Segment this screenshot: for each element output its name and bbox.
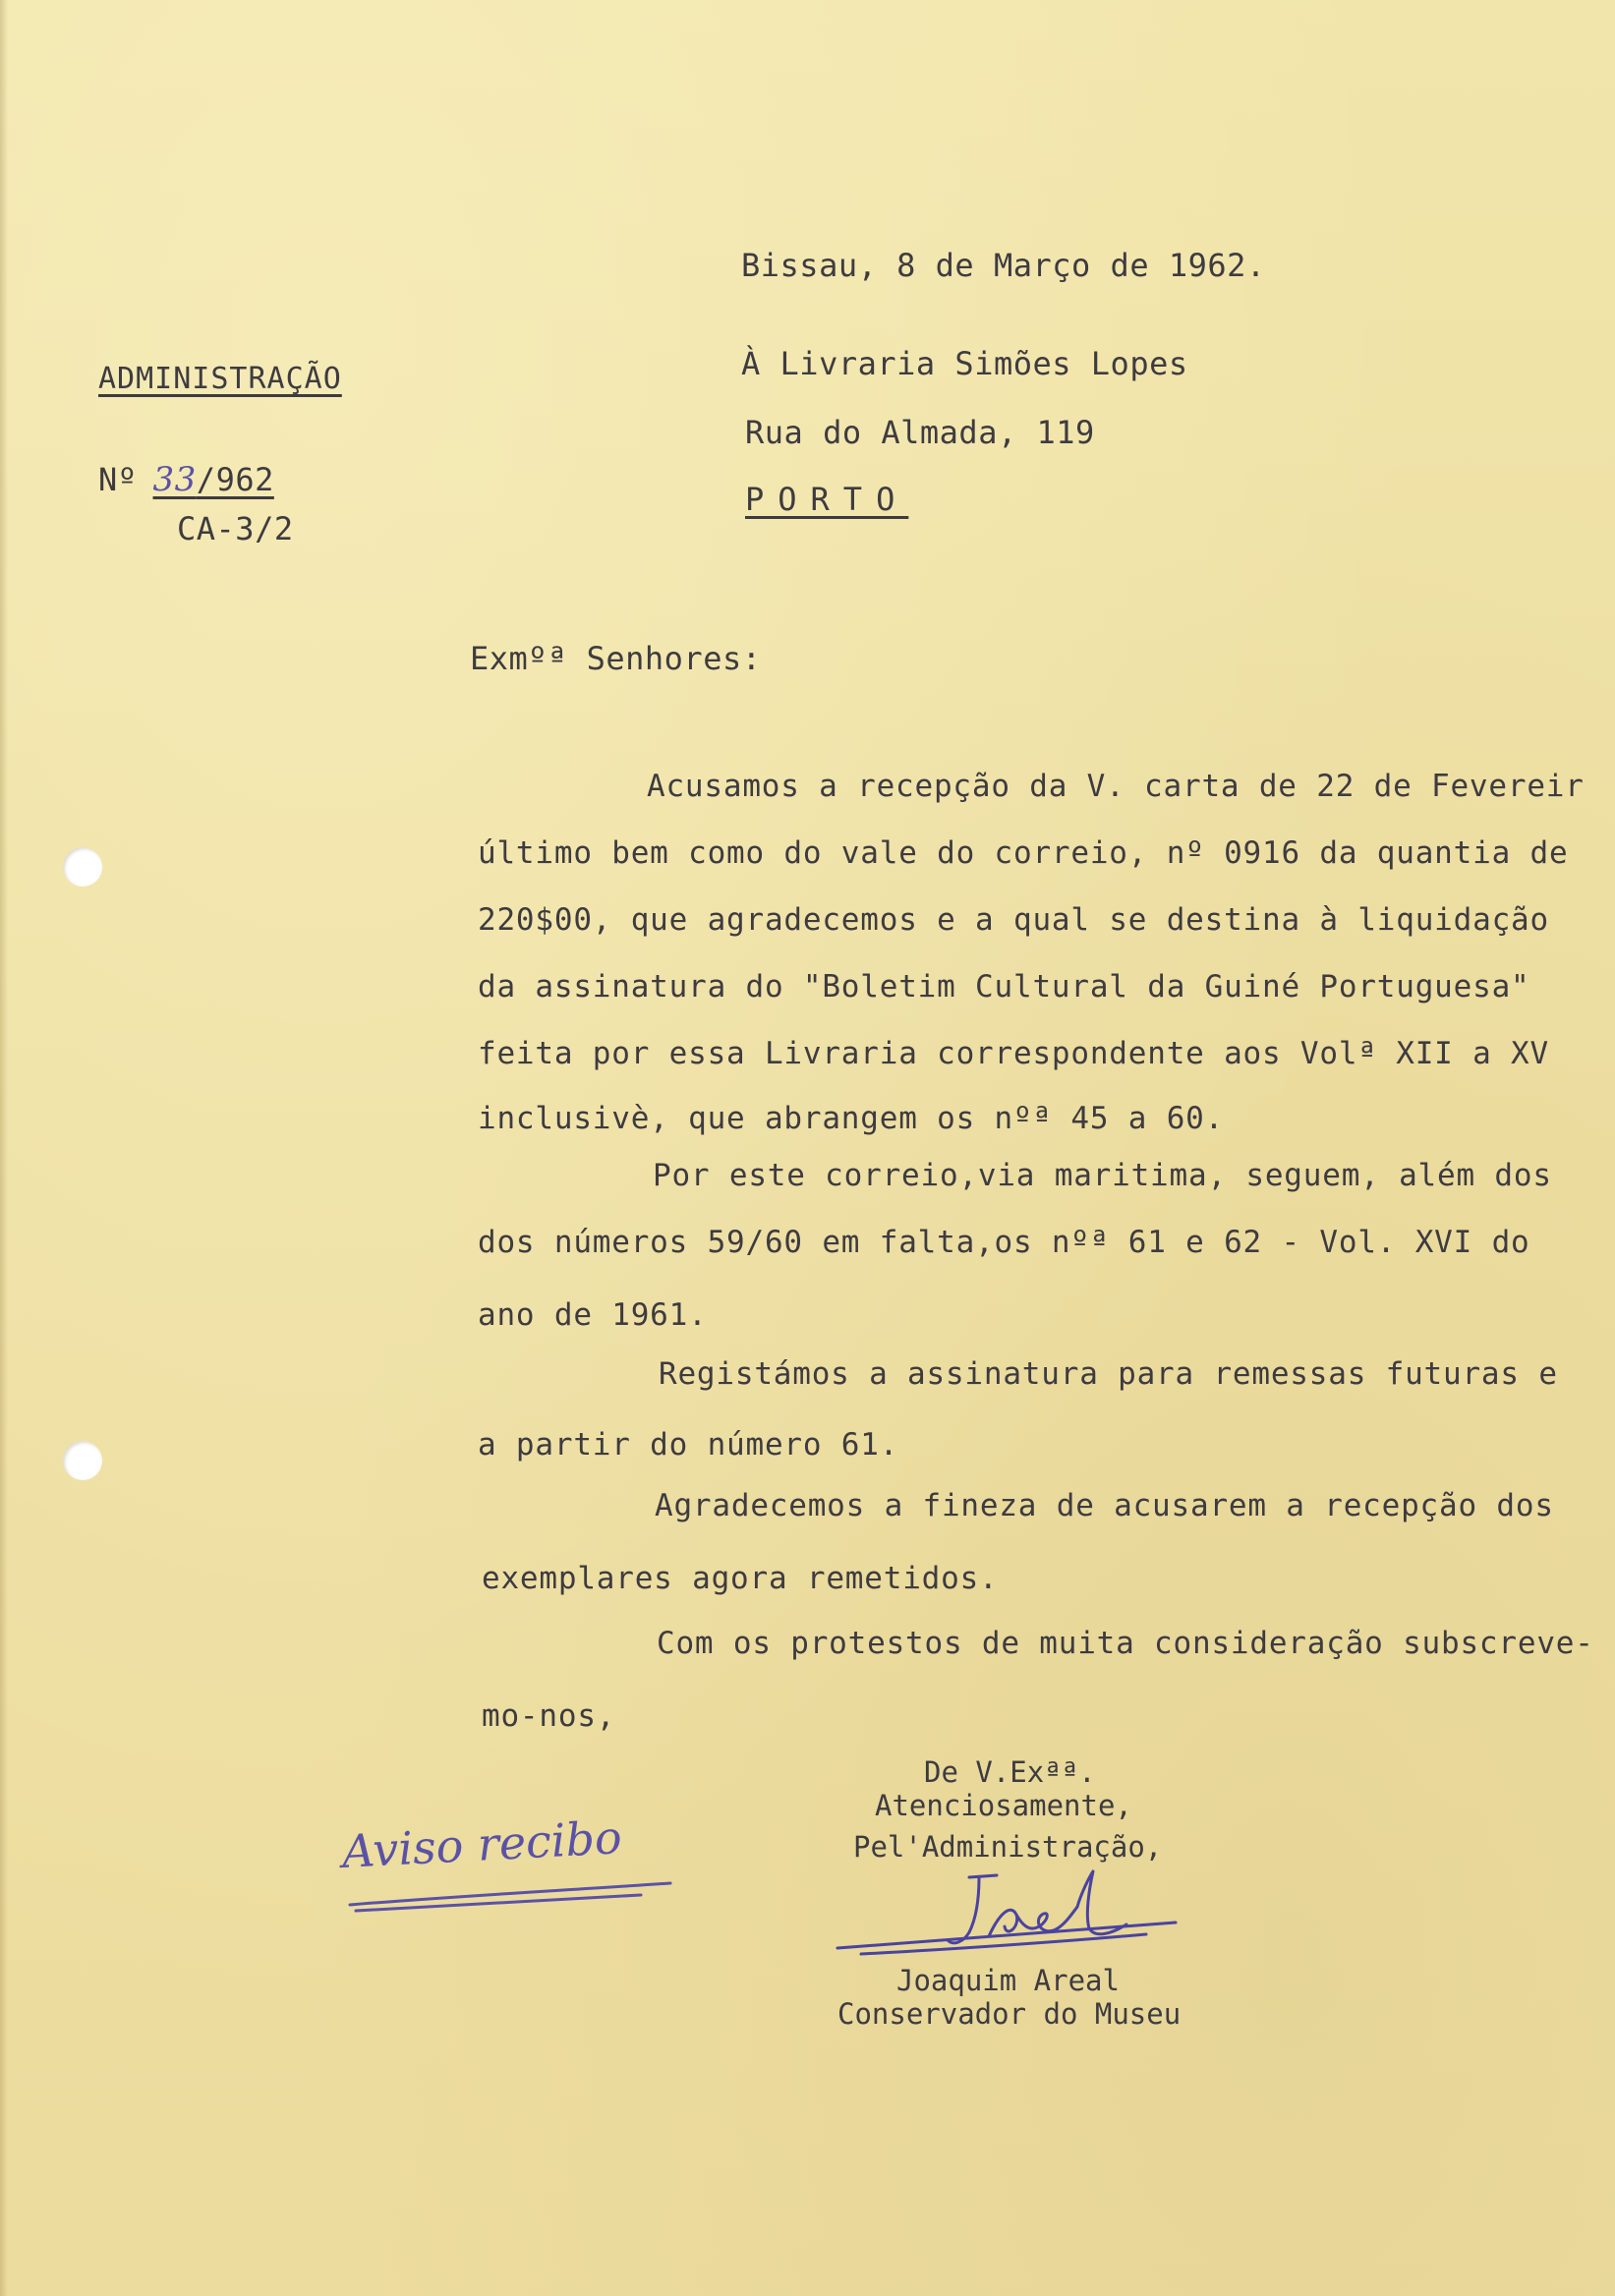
paper-edge-shadow — [0, 0, 8, 2296]
signature — [832, 1856, 1205, 1964]
recipient-name: À Livraria Simões Lopes — [741, 345, 1188, 382]
closing-line-1: De V.Exªª. — [924, 1755, 1096, 1789]
body-line: exemplares agora remetidos. — [482, 1561, 999, 1596]
body-line: a partir do número 61. — [478, 1427, 899, 1463]
punch-hole-lower — [63, 1441, 102, 1480]
reference-number — [98, 460, 274, 499]
handwritten-note — [338, 1810, 682, 1913]
body-line: Agradecemos a fineza de acusarem a recepção dos — [655, 1488, 1554, 1523]
recipient-city: PORTO — [745, 481, 909, 518]
handwritten-note-text: Aviso recibo — [340, 1810, 623, 1878]
signatory-name: Joaquim Areal — [896, 1964, 1120, 1997]
reference-year: /962 — [196, 461, 274, 498]
body-line: feita por essa Livraria correspondente aos Volª XII a XV — [478, 1036, 1549, 1071]
body-line: 220$00, que agradecemos e a qual se destina à liquidação — [478, 902, 1549, 938]
department-heading: ADMINISTRAÇÃO — [98, 362, 342, 396]
body-line: mo-nos, — [482, 1698, 616, 1734]
salutation: Exmºª Senhores: — [470, 640, 762, 677]
punch-hole-upper — [63, 847, 102, 887]
body-line: Registámos a assinatura para remessas futuras e — [659, 1356, 1558, 1392]
reference-prefix: Nº — [98, 461, 138, 498]
reference-handwritten-number: 33 — [152, 460, 197, 499]
note-underline — [346, 1875, 680, 1915]
body-line: último bem como do vale do correio, nº 0916 da quantia de — [478, 835, 1569, 871]
body-line: inclusivè, que abrangem os nºª 45 a 60. — [478, 1101, 1225, 1136]
body-line: Por este correio,via maritima, seguem, além dos — [653, 1158, 1552, 1193]
reference-value — [138, 460, 274, 499]
closing-line-2: Atenciosamente, — [875, 1789, 1132, 1822]
body-line: dos números 59/60 em falta,os nºª 61 e 62 - Vol. XVI do — [478, 1225, 1530, 1260]
file-code: CA-3/2 — [177, 510, 294, 547]
body-line: Acusamos a recepção da V. carta de 22 de Fevereir — [647, 769, 1585, 804]
signatory-title: Conservador do Museu — [837, 1997, 1182, 2031]
closing-line-3: Pel'Administração, — [853, 1830, 1163, 1864]
recipient-street: Rua do Almada, 119 — [745, 414, 1095, 451]
place-date: Bissau, 8 de Março de 1962. — [741, 247, 1266, 284]
body-line: ano de 1961. — [478, 1297, 708, 1333]
body-line: da assinatura do "Boletim Cultural da Guiné Portuguesa" — [478, 969, 1530, 1004]
body-line: Com os protestos de muita consideração subscreve- — [657, 1626, 1594, 1661]
